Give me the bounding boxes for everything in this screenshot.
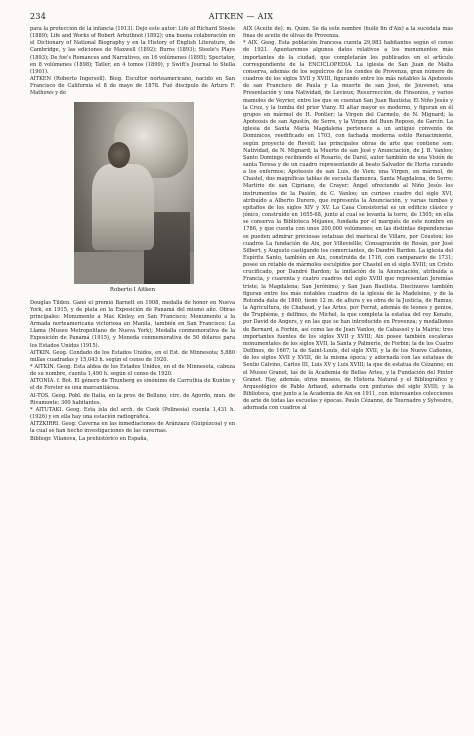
entry-aitken-roberto: AITKEN (Roberto Ingersoll). Biog. Escultor norteamericano, nacido en San Francisco de California el 8 de mayo de 1878. Fué discípulo de Arturo F. Mathews y de	[30, 76, 235, 97]
page-number: 234	[30, 12, 47, 21]
entry-aitutaki: * AITUTAKI. Geog. Esta isla del arch. de Cook (Polinesia) cuenta 1,431 h. (1926) y en ella hay una estación radiográfica.	[30, 406, 235, 421]
figure-caption: Roberto I Aitken	[109, 286, 156, 293]
entry-aitzkirri: AITZKIRRI. Geog. Caverna en las inmediaciones de Aránzazu (Guipúzcoa) y en la cual se han hecho investigaciones de las cavernas.	[30, 421, 235, 435]
right-column	[243, 26, 453, 716]
entry-aitkin-county: AITKIN. Geog. Condado de los Estados Unidos, en el Est. de Minnesota; 5,880 millas cuadradas y 15,043 h. según el censo de 1920.	[30, 349, 235, 363]
portrait-photo	[74, 102, 194, 284]
entry-aitkin-village: * AITKIN. Geog. Esta aldea de los Estados Unidos, en el de Minnesota, cabeza de su nombre, cuenta 1,490 h. según el censo de 1920.	[30, 363, 235, 378]
entry-aitonia: AITONIA. f. Bot. El género de Thunberg es sinónimo de Carruthia de Kuntze y el de Forster es una marcantiácea.	[30, 378, 235, 392]
bibliography-line: Bibliogr. Vilanova, La prehistórico en España,	[30, 435, 149, 442]
page-header	[30, 10, 452, 24]
entry-aix-aceite: AIX (Aceite de). m. Quím. Se da este nombre (huile fin d'Aix) a la sucédata más finas de aceite de olivas de Provenza.	[243, 26, 453, 40]
paragraph: Douglas Tilden. Ganó el premio Barnett en 1908, medalla de honor en Nueva York, en 1915, y de plata en la Exposición de Panamá del mismo año. Obras principales: Monumento a Mac Kinley, en San Francisco; Monumento a la Armada norteamericana victoriosa en Manila, también en San Francisco; La Llama (Museo Metropolitano de Nueva York); Medalla conmemorativa de la Exposición de Panamá (1915), y Moneda conmemorativa de 50 dólares para los Estados Unidos (1915).	[30, 299, 235, 349]
portrait-figure	[30, 102, 235, 298]
entry-aix-geog: * AIX. Geog. Esta población francesa cuenta 29,983 habitantes según el censo de 1921. Apuntaremos algunos datos relativos a los monumentos más importantes de la ciudad, que completarán los publicados en el artículo correspondiente de la ENCICLOPEDIA. La iglesia de San Juan de Malta conserva, además de los sepulcros de los condes de Provenza, gran número de cuadros de los siglos XVII y XVIII, figurando entre los más notables la Apoteosis de san Francisco de Paula y La muerte de san José, de Jouvenet; una Presentación y una Natividad, de Levieux; Resurrección, de Finsonius, y varios mamoles de Veyrier, entre los que se cuentan San Juan Bautista; El Niño Jesús y la Cruz, y la tumba del prior Viany. El altar mayor es moderno, y figuran en él grupos en mármol de H. Pontier; la Virgen del Carmelo, de N. Mignard; la Apoteosis de san Agustín, de Serre, y la Virgen del Buen Reposo, de Garcín. La iglesia de Santa María Magdalena pertenece a un antiguo convento de Dominicos, reedificado en 1703, con fachada moderna estilo Renacimiento, según proyecto de Revoil; las principales obras de arte que contiene son: Natividad, de N. Mignard; la Muerte de san José y Anunciación, de J. B. Vanloo; Santo Domingo recibiendo el Rosario, de Darel, autor también de una Visión de santa Teresa y de un cuadro representando al beato Salvador de Horta curando a los enfermos; Apoteosis de san Luis, de Vien; una Virgen, en mármol, de Chastel, dos magníficas tablas de escuela flamenca, Santa Magdalena, de Serre; Martirio de san Cipriano, de Crayer; Angel ofreciendo al Niño Jesús los instrumentos de la Pasión, de C. Vanloo; un curioso cuadro del siglo XVI, atribuído a Alberto Durero, que representa la Anunciación, y varias tumbas y epitafios de los siglos XIV y XV. La Casa Consistorial es un edificio clásico y jónico, construído en 1655-68, junto al cual se levanta la torre, de 1505; en ella se conserva la Biblioteca Méjanes, fundada por el marqués de este nombre en 1786, y que cuenta con unos 200,000 volúmenes; en las distintas dependencias se pueden admirar preciosas estatuas del mariscal de Villars, por Coustou; los cuadros La fundación de Aix, por Villeviellle; Consagración de Rosán, por José Silbert, y Augusto castigando los comerciantes, de Dandré Bardon. La iglesia del Espíritu Santo, también en Aix, construida de 1716, con campanario de 1731; posee un retablo de mármoles esculpidos por Chastel en el siglo XVIII; un Cristo crucificado, por Dandré Bardon; la imitación de la Anunciación, atribuída a Francia, y cuarenta y cuatro cuadros del siglo XVIII que representan Jeremías triste; la Magdalena; San Jerónimo, y San Juan Bautista. Diecinueve también figuran entre los más notables cuadros de la iglesia de la Madeleine, y de la Rotonda data de 1860, tiene 12 m. de altura y es obra de la Justicia, de Ramus; la Agricultura, de Chabaud, y las Artes, por Ferrat, además de leones y genios, de Truphème, y delfines, de Michel, la que completa la estatua del rey Kenato, por David de Angers, y en las que se han introducido en Provenza; y medallones de Bernard, a Forbin, así como las de Jean Vanloo, de Cabassol y la Mairie; tres importantes fuentes de los siglos XVII y XVIII; Aix posee también escaleras monumentales de los siglos XVII, la Santa y Palmerie, de Forbin; la de los Cuatro Delfines, de 1667; la de Saint-Louis, del siglo XVII, y la de los Nueve Cañones, de los siglos XVII y XVIII, de la misma época; y adornada con las estatuas de Sextio Calvino, Carlos III, Luis XV y Luis XVIII; la que de estatua de Cézanne; en el Museo Granet, las de la Academia de Bellas Artes, y la Fundación del Pintor Granet. Hay, además, otros museos, de Historia Natural y el Bibliográfico y Arqueológico de Pablo Arbaud, adornada con pinturas del siglo XVIII; y la Biblioteca, que junto a la Academia de Aix en 1911, con interesantes colecciones de arte de todas las escuelas y épocas. Paulo Cézanne, de Tournadre y Sylvestre, adornada con cuadros al	[243, 40, 453, 412]
entry-ai-tos: AI-TOS. Geog. Pobl. de Italia, en la prov. de Belluno, circ. de Agordo, mun. de Rivamonte; 300 habitantes.	[30, 392, 235, 406]
paragraph: para la protección de la infancia (1913). Dejó este autor: Life of Richard Steele (1889); Life and Works of Robert Arbuthnot (1892); una buena colaboración en el Dictionary of National Biography y en la History of English Literature, de Cambridge, y las ediciones de Maxwell (1892); Burns (1893); Steele's Plays (1893); De foe's Romances and Narratives, en 16 volúmenes (1895); Spectator, en 8 volúmenes (1898); Tatler, en 4 tomos (1899), y Swift's Journal to Stella (1901).	[30, 26, 235, 75]
left-column	[30, 26, 235, 716]
running-head: AITKEN — AIX	[208, 12, 274, 21]
